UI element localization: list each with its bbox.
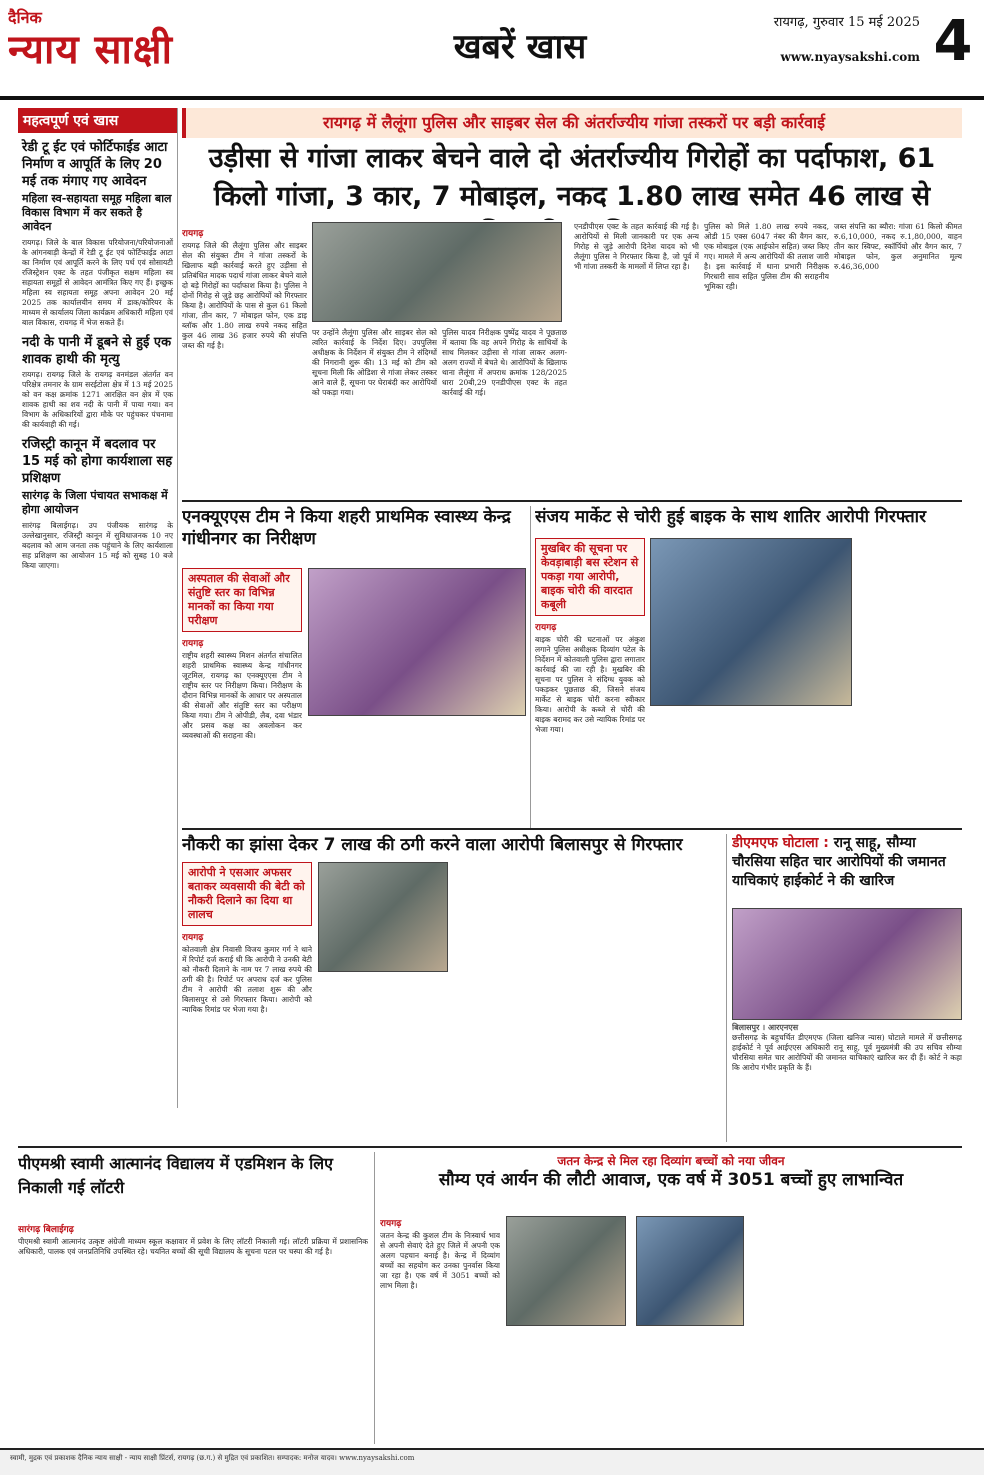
rule-after-lead bbox=[182, 500, 962, 502]
story6-dateline: सारंगढ़ बिलाईगढ़ bbox=[18, 1225, 74, 1235]
story3-dateline: रायगढ़ bbox=[535, 623, 557, 633]
story5-photos bbox=[732, 908, 962, 1020]
story2-photo bbox=[308, 568, 526, 716]
lead-col6 bbox=[834, 222, 962, 498]
story5-body: छत्तीसगढ़ के बहुचर्चित डीएमएफ (जिला खनिज न्यास) घोटाले मामले में छत्तीसगढ़ हाईकोर्ट ने पूर्व आईएएस अधिकारी रानू साहू, पूर्व मुख्यमंत्री की उप सचिव सौम्या चौरसिया समेत चार आरोपियों की जमानत याचिकाएं खारिज कर दी हैं। कोर्ट ने कहा कि आरोप गंभीर प्रकृति के हैं। bbox=[732, 1033, 962, 1072]
sidebar-item3-sub: सारंगढ़ के जिला पंचायत सभाकक्ष में होगा आयोजन bbox=[22, 489, 168, 516]
story4-headline-box bbox=[182, 834, 722, 860]
story5-col bbox=[732, 1022, 962, 1142]
story6-headline-box bbox=[18, 1152, 368, 1218]
story7-kicker: जतन केन्द्र से मिल रहा दिव्यांग बच्चों को नया जीवन bbox=[557, 1154, 785, 1168]
story4-sub: आरोपी ने एसआर अफसर बताकर व्यवसायी की बेटी को नौकरी दिलाने का दिया था लालच bbox=[182, 862, 312, 926]
story7-photo2 bbox=[636, 1216, 744, 1326]
sidebar-item3-body: सारंगढ़ बिलाईगढ़। उप पंजीयक सारंगढ़ के उल्लेखानुसार, रजिस्ट्री कानून में सुविधाजनक 10 नए बदलाव को आम जनता तक पहुंचाने के लिए कार्यशाला सह प्रशिक्षण का आयोजन 15 मई को सुबह 10 बजे किया जाएगा। bbox=[22, 521, 173, 570]
story4-dateline: रायगढ़ bbox=[182, 933, 204, 943]
story3-sub: मुखबिर की सूचना पर केवड़ाबाड़ी बस स्टेशन से पकड़ा गया आरोपी, बाइक चोरी की वारदात कबूली bbox=[535, 538, 645, 616]
divider-2-3 bbox=[530, 506, 531, 828]
lead-body-col1: रायगढ़ जिले की लैलूंगा पुलिस और साइबर सेल की संयुक्त टीम ने गांजा तस्करों के खिलाफ बड़ी कार्रवाई करते हुए उड़ीसा से प्रतिबंधित मादक पदार्थ गांजा लाकर बेचने वाले दो बड़े गिरोहों का पर्दाफाश किया है। पुलिस ने दोनों गिरोह से जुड़े छह आरोपियों को गिरफ्तार किया है। आरोपियों के पास से कुल 61 किलो गांजा, तीन कार, 7 मोबाइल फोन, एक डाइ ब्लॉक और 1.80 लाख रुपये नकद सहित कुल 46 लाख 36 हजार रुपये की संपत्ति जब्त की गई है। bbox=[182, 241, 307, 350]
story6-col bbox=[18, 1222, 368, 1444]
sidebar-column bbox=[18, 108, 178, 1108]
story2-headline: एनक्यूएएस टीम ने किया शहरी प्राथमिक स्वास्थ्य केन्द्र गांधीनगर का निरीक्षण bbox=[182, 507, 511, 549]
story2-headline-box bbox=[182, 506, 527, 566]
lead-col4 bbox=[574, 222, 699, 498]
story2-body: राष्ट्रीय शहरी स्वास्थ्य मिशन अंतर्गत संचालित शहरी प्राथमिक स्वास्थ्य केन्द्र गांधीनगर जूटमिल, रायगढ़ का एनक्यूएएस टीम ने राष्ट्रीय स्तर पर निरीक्षण किया। निरीक्षण के दौरान विभिन्न मानकों के आधार पर अस्पताल की सेवाओं और संतुष्टि स्तर का परीक्षण किया गया। टीम ने ओपीडी, लैब, दवा भंडार और प्रसव कक्ष का अवलोकन कर व्यवस्थाओं की सराहना की। bbox=[182, 651, 302, 740]
story4-body: कोतवाली क्षेत्र निवासी विजय कुमार गर्ग ने थाने में रिपोर्ट दर्ज कराई थी कि आरोपी ने उनकी बेटी को नौकरी दिलाने के नाम पर 7 लाख रुपये की ठगी की है। रिपोर्ट पर अपराध दर्ज कर पुलिस टीम ने आरोपी की तलाश शुरू की और बिलासपुर से उसे गिरफ्तार किया। आरोपी को न्यायिक रिमांड पर भेजा गया है। bbox=[182, 945, 312, 1014]
logo-big-text: न्याय साक्षी bbox=[8, 27, 173, 73]
sidebar-item1-title: रेडी टू ईट एवं फोर्टिफाईड आटा निर्माण व आपूर्ति के लिए 20 मई तक मंगाए गए आवेदन bbox=[22, 140, 168, 189]
sidebar-item3-title: रजिस्ट्री कानून में बदलाव पर 15 मई को होगा कार्यशाला सह प्रशिक्षण bbox=[22, 437, 173, 486]
lead-kicker-band bbox=[182, 108, 962, 138]
lead-col1 bbox=[182, 226, 307, 496]
story7-col1 bbox=[380, 1216, 500, 1444]
story7-headline-box bbox=[380, 1152, 962, 1212]
story3-body: बाइक चोरी की घटनाओं पर अंकुश लगाने पुलिस अधीक्षक दिव्यांग पटेल के निर्देशन में कोतवाली पुलिस द्वारा लगातार कार्रवाई की जा रही है। मुखबिर की सूचना पर पुलिस ने संदिग्ध युवक को पकड़कर पूछताछ की, जिसने संजय मार्केट से बाइक चोरी करना स्वीकार किया। आरोपी के कब्जे से चोरी की बाइक बरामद कर उसे न्यायिक रिमांड पर भेजा गया। bbox=[535, 635, 645, 734]
story6-headline: पीएमश्री स्वामी आत्मानंद विद्यालय में एडमिशन के लिए निकाली गई लॉटरी bbox=[18, 1154, 333, 1197]
story5-headline: रानू साहू, सौम्या चौरसिया सहित चार आरोपियों की जमानत याचिकाएं हाईकोर्ट ने की खारिज bbox=[732, 835, 946, 889]
page-number: 4 bbox=[933, 9, 973, 74]
story7-photo1 bbox=[506, 1216, 626, 1326]
story2-col1 bbox=[182, 568, 302, 828]
story5-headline-box bbox=[732, 834, 962, 904]
lead-headline: उड़ीसा से गांजा लाकर बेचने वाले दो अंतर्राज्यीय गिरोहों का पर्दाफाश, 61 किलो गांजा, 3 कार, 7 मोबाइल, नकद 1.80 लाख समेत 46 लाख से bbox=[208, 143, 936, 212]
lead-body-col6: जब्त संपत्ति का ब्यौरा: गांजा 61 किलो कीमत रु.6,10,000, नकद रु.1,80,000, वाहन तीन कार स्विफ्ट, स्कॉर्पियो और वैगन कार, 7 मोबाइल फोन, कुल अनुमानित मूल्य रु.46,36,000 bbox=[834, 222, 962, 271]
story7-headline: सौम्य एवं आर्यन की लौटी आवाज, एक वर्ष में 3051 बच्चों हुए लाभान्वित bbox=[438, 1170, 904, 1190]
story5-kicker: डीएमएफ घोटाला : bbox=[732, 835, 829, 851]
story4-headline: नौकरी का झांसा देकर 7 लाख की ठगी करने वाला आरोपी बिलासपुर से गिरफ्तार bbox=[182, 835, 683, 855]
story3-photo bbox=[650, 538, 852, 706]
story2-dateline: रायगढ़ bbox=[182, 639, 204, 649]
sidebar-item2-title: नदी के पानी में डूबने से हुई एक शावक हाथी की मृत्यु bbox=[22, 335, 172, 367]
lead-body-col3: पुलिस यादव निरीक्षक पुष्पेंद्र यादव ने पूछताछ में बताया कि वह अपने गिरोह के साथियों के साथ मिलकर उड़ीसा से गांजा लाकर अलग-अलग राज्यों में बेचते थे। आरोपियों के खिलाफ थाना लैलूंगा में अपराध क्रमांक 128/2025 धारा 20बी,29 एनडीपीएस एक्ट के तहत कार्रवाई की गई। bbox=[442, 328, 567, 397]
divider-4-5 bbox=[726, 834, 727, 1142]
story3-headline: संजय मार्केट से चोरी हुई बाइक के साथ शातिर आरोपी गिरफ्तार bbox=[535, 507, 927, 527]
sidebar-item1-sub: महिला स्व-सहायता समूह महिला बाल विकास विभाग में कर सकते है आवेदन bbox=[22, 192, 172, 233]
masthead-website[interactable]: www.nyaysakshi.com bbox=[780, 50, 920, 64]
masthead-rule bbox=[0, 96, 984, 100]
lead-photo bbox=[312, 222, 562, 322]
story3-headline-box bbox=[535, 506, 962, 536]
story4-col1 bbox=[182, 862, 312, 1142]
lead-dateline: रायगढ़ bbox=[182, 229, 204, 239]
rule-after-row3 bbox=[18, 1146, 962, 1148]
footer-imprint: स्वामी, मुद्रक एवं प्रकाशक दैनिक न्याय साक्षी - न्याय साक्षी प्रिंटर्स, रायगढ़ (छ.ग.) से मुद्रित एवं प्रकाशित। सम्पादक: मनोज यादव। www.nyaysakshi.com bbox=[0, 1448, 984, 1475]
lead-body-col5: पुलिस को मिले 1.80 लाख रुपये नकद, ओडी 15 एक्स 6047 नंबर की वैगन कार, एक मोबाइल (एक आईफोन सहित) जब्त किए गए। मामले में अन्य आरोपियों की तलाश जारी है। इस कार्रवाई में थाना प्रभारी निरीक्षक गिरधारी साव सहित पुलिस टीम की सराहनीय भूमिका रही। bbox=[704, 222, 829, 291]
story6-body: पीएमश्री स्वामी आत्मानंद उत्कृष्ट अंग्रेजी माध्यम स्कूल कक्षावार में प्रवेश के लिए लॉटरी निकाली गई। लॉटरी प्रक्रिया में प्रशासनिक अधिकारी, पालक एवं जनप्रतिनिधि उपस्थित रहे। चयनित बच्चों की सूची विद्यालय के सूचना पटल पर चस्पा की गई है। bbox=[18, 1237, 368, 1256]
story2-sub: अस्पताल की सेवाओं और संतुष्टि स्तर का विभिन्न मानकों का किया गया परीक्षण bbox=[182, 568, 302, 632]
page-label: खबरें खास bbox=[453, 27, 587, 67]
story3-col1 bbox=[535, 538, 645, 828]
story7-dateline: रायगढ़ bbox=[380, 1219, 402, 1229]
lead-body-col2: पर उन्होंने लैलूंगा पुलिस और साइबर सेल को त्वरित कार्रवाई के निर्देश दिए। उपपुलिस अधीक्षक के निर्देशन में संयुक्त टीम ने संदिग्धों की निगरानी शुरू की। 13 मई को टीम को सूचना मिली कि ओडिशा से गांजा लेकर तस्कर आने वाले हैं, सूचना पर घेराबंदी कर आरोपियों को पकड़ा गया। bbox=[312, 328, 437, 397]
story4-photo bbox=[318, 862, 448, 972]
sidebar-item2-body: रायगढ़। रायगढ़ जिले के रायगढ़ वनमंडल अंतर्गत वन परिक्षेत्र तमनार के ग्राम सरईटोला क्षेत्र में 13 मई 2025 को वन कक्ष क्रमांक 1271 आरक्षित वन क्षेत्र में एक शावक हाथी का शव नदी के पानी में पाया गया। वन विभाग के अधिकारियों द्वारा मौके पर पहुंचकर पंचनामा की कार्यवाही की गई। bbox=[22, 370, 173, 429]
sidebar-heading: महत्वपूर्ण एवं खास bbox=[18, 108, 177, 133]
lead-kicker: रायगढ़ में लैलूंगा पुलिस और साइबर सेल की अंतर्राज्यीय गांजा तस्करों पर बड़ी कार्रवाई bbox=[323, 113, 825, 132]
rule-after-row2 bbox=[182, 828, 962, 830]
logo-small-text: दैनिक bbox=[8, 8, 42, 27]
story5-caption: बिलासपुर । आरएनएस bbox=[732, 1022, 799, 1032]
lead-col2 bbox=[312, 328, 437, 498]
lead-col3 bbox=[442, 328, 567, 498]
story7-body: जतन केन्द्र की कुशल टीम के निःस्वार्थ भाव से अपनी सेवाएं देते हुए जिले में अपनी एक अलग पहचान बनाई है। केन्द्र में दिव्यांग बच्चों का सहयोग कर उनका पुनर्वास किया जा रहा है। एक वर्ष में 3051 बच्चों को लाभ मिला है। bbox=[380, 1231, 500, 1290]
divider-6-7 bbox=[374, 1152, 375, 1444]
lead-col5 bbox=[704, 222, 829, 498]
sidebar-item1-body: रायगढ़। जिले के बाल विकास परियोजना/परियोजनाओं के आंगनबाड़ी केन्द्रों में रेडी टू ईट एवं फोर्टिफाईड आटा का निर्माण एवं आपूर्ति करने के लिए पर्थ एवं सोसायटी रजिस्ट्रेशन एक्ट के तहत पंजीकृत सक्षम महिला स्व सहायता समूहों से आवेदन आमंत्रित किए गए हैं। इच्छुक महिला स्व सहायता समूह अपना आवेदन 20 मई 2025 तक कार्यालयीन समय में डाक/कोरियर के माध्यम से कार्यालय जिला कार्यक्रम अधिकारी महिला एवं बाल विकास, रायगढ़ में भेज सकते हैं। bbox=[22, 238, 173, 327]
lead-body-col4: एनडीपीएस एक्ट के तहत कार्रवाई की गई है। आरोपियों से मिली जानकारी पर एक अन्य गिरोह से जुड़े आरोपी दिनेश यादव को भी लैलूंगा पुलिस ने गिरफ्तार किया है, जो पूर्व में भी गांजा तस्करी के मामलों में लिप्त रहा है। bbox=[574, 222, 699, 271]
masthead-logo bbox=[8, 6, 258, 98]
masthead-dateline: रायगढ़, गुरुवार 15 मई 2025 bbox=[773, 15, 920, 30]
